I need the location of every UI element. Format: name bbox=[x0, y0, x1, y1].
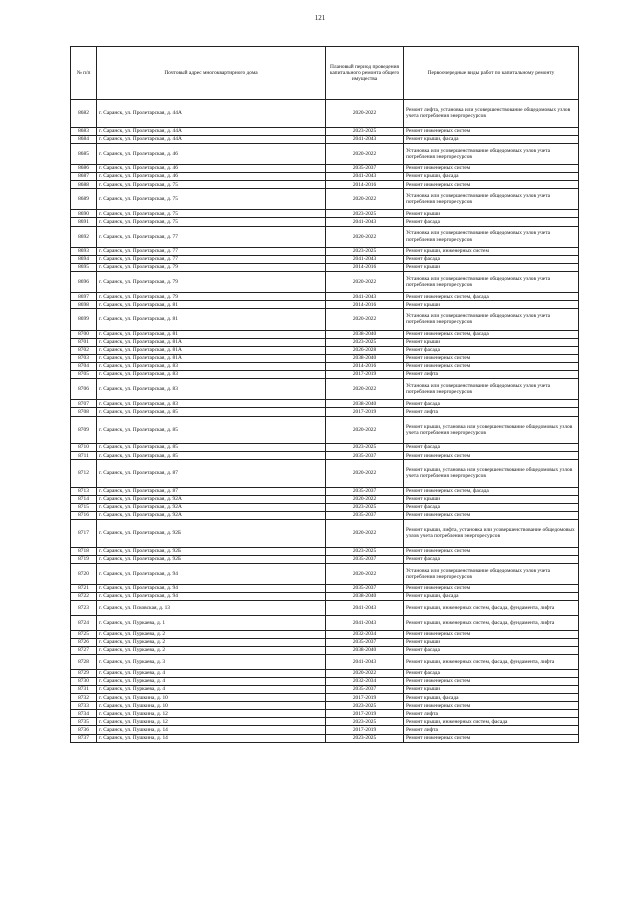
row-address: г. Саранск, ул. Пролетарская, д. 44А bbox=[97, 135, 326, 143]
row-address: г. Саранск, ул. Пролетарская, д. 83 bbox=[97, 362, 326, 370]
row-period: 2017-2019 bbox=[326, 694, 404, 702]
table-row bbox=[71, 100, 579, 128]
table-row bbox=[71, 218, 579, 226]
row-number: 8698 bbox=[71, 301, 97, 309]
row-address: г. Саранск, ул. Пушкина, д. 14 bbox=[97, 734, 326, 742]
row-works: Ремонт крыши, фасада bbox=[404, 694, 579, 702]
table-row bbox=[71, 444, 579, 452]
row-number: 8689 bbox=[71, 189, 97, 210]
row-number: 8699 bbox=[71, 309, 97, 330]
row-period: 2035-2037 bbox=[326, 584, 404, 592]
row-period: 2035-2037 bbox=[326, 555, 404, 563]
row-period: 2023-2025 bbox=[326, 127, 404, 135]
page-number: 121 bbox=[314, 14, 326, 22]
row-works: Ремонт крыши bbox=[404, 338, 579, 346]
table-row bbox=[71, 646, 579, 654]
row-works: Установка или усовершенствование общедомовых узлов учета потребления энергоресурсов bbox=[404, 143, 579, 164]
row-works: Ремонт инженерных систем bbox=[404, 181, 579, 189]
row-period: 2041-2043 bbox=[326, 172, 404, 180]
row-address: г. Саранск, ул. Пушкина, д. 10 bbox=[97, 694, 326, 702]
row-period: 2032-2034 bbox=[326, 630, 404, 638]
row-address: г. Саранск, ул. Пролетарская, д. 81А bbox=[97, 338, 326, 346]
table-row bbox=[71, 710, 579, 718]
table-row bbox=[71, 547, 579, 555]
row-works: Ремонт инженерных систем bbox=[404, 127, 579, 135]
row-number: 8714 bbox=[71, 495, 97, 503]
row-number: 8710 bbox=[71, 444, 97, 452]
row-number: 8703 bbox=[71, 354, 97, 362]
row-address: г. Саранск, ул. Пролетарская, д. 85 bbox=[97, 452, 326, 460]
table-row bbox=[71, 354, 579, 362]
row-address: г. Саранск, ул. Пролетарская, д. 77 bbox=[97, 226, 326, 247]
row-number: 8692 bbox=[71, 226, 97, 247]
row-period: 2020-2022 bbox=[326, 416, 404, 444]
row-address: г. Саранск, ул. Пролетарская, д. 94 bbox=[97, 563, 326, 584]
row-number: 8709 bbox=[71, 416, 97, 444]
row-period: 2035-2037 bbox=[326, 511, 404, 519]
table-row bbox=[71, 400, 579, 408]
row-period: 2038-2040 bbox=[326, 330, 404, 338]
row-works: Ремонт инженерных систем bbox=[404, 511, 579, 519]
row-works: Ремонт инженерных систем bbox=[404, 702, 579, 710]
row-period: 2041-2043 bbox=[326, 218, 404, 226]
row-period: 2041-2043 bbox=[326, 615, 404, 630]
row-address: г. Саранск, ул. Пролетарская, д. 77 bbox=[97, 247, 326, 255]
row-number: 8693 bbox=[71, 247, 97, 255]
row-period: 2020-2022 bbox=[326, 309, 404, 330]
row-address: г. Саранск, ул. Пролетарская, д. 81 bbox=[97, 301, 326, 309]
row-number: 8726 bbox=[71, 638, 97, 646]
row-works: Ремонт фасада bbox=[404, 255, 579, 263]
row-works: Ремонт крыши, установка или усовершенствование общедомовых узлов учета потребления энергоресурсов bbox=[404, 416, 579, 444]
table-row bbox=[71, 346, 579, 354]
row-works: Ремонт лифта bbox=[404, 408, 579, 416]
row-period: 2023-2025 bbox=[326, 247, 404, 255]
row-number: 8735 bbox=[71, 718, 97, 726]
row-number: 8730 bbox=[71, 677, 97, 685]
table-row bbox=[71, 487, 579, 495]
table-row bbox=[71, 718, 579, 726]
row-works: Ремонт крыши, инженерных систем, фасада, фундамента, лифта bbox=[404, 601, 579, 616]
table-row bbox=[71, 593, 579, 601]
row-works: Установка или усовершенствование общедомовых узлов учета потребления энергоресурсов bbox=[404, 563, 579, 584]
row-period: 2017-2019 bbox=[326, 408, 404, 416]
row-works: Установка или усовершенствование общедомовых узлов учета потребления энергоресурсов bbox=[404, 226, 579, 247]
row-works: Ремонт инженерных систем bbox=[404, 354, 579, 362]
row-period: 2023-2025 bbox=[326, 734, 404, 742]
row-address: г. Саранск, ул. Пуркаева, д. 3 bbox=[97, 655, 326, 670]
row-works: Ремонт инженерных систем bbox=[404, 452, 579, 460]
row-address: г. Саранск, ул. Пушкина, д. 12 bbox=[97, 710, 326, 718]
row-number: 8682 bbox=[71, 100, 97, 128]
row-works: Ремонт инженерных систем bbox=[404, 734, 579, 742]
table-row bbox=[71, 255, 579, 263]
row-address: г. Саранск, ул. Пролетарская, д. 92А bbox=[97, 511, 326, 519]
row-works: Ремонт крыши, фасада bbox=[404, 135, 579, 143]
row-period: 2014-2016 bbox=[326, 263, 404, 271]
row-address: г. Саранск, ул. Пуркаева, д. 2 bbox=[97, 646, 326, 654]
row-number: 8724 bbox=[71, 615, 97, 630]
row-address: г. Саранск, ул. Пролетарская, д. 87 bbox=[97, 487, 326, 495]
row-number: 8723 bbox=[71, 601, 97, 616]
row-works: Ремонт фасада bbox=[404, 503, 579, 511]
row-period: 2041-2043 bbox=[326, 655, 404, 670]
row-number: 8711 bbox=[71, 452, 97, 460]
row-period: 2014-2016 bbox=[326, 181, 404, 189]
row-number: 8719 bbox=[71, 555, 97, 563]
table-row bbox=[71, 511, 579, 519]
table-row bbox=[71, 379, 579, 400]
row-address: г. Саранск, ул. Пролетарская, д. 79 bbox=[97, 263, 326, 271]
table-row bbox=[71, 172, 579, 180]
row-period: 2035-2037 bbox=[326, 487, 404, 495]
row-number: 8728 bbox=[71, 655, 97, 670]
row-number: 8691 bbox=[71, 218, 97, 226]
row-period: 2014-2016 bbox=[326, 301, 404, 309]
header-address: Почтовый адрес многоквартирного дома bbox=[97, 47, 326, 100]
row-address: г. Саранск, ул. Пролетарская, д. 46 bbox=[97, 164, 326, 172]
row-number: 8686 bbox=[71, 164, 97, 172]
row-period: 2020-2022 bbox=[326, 460, 404, 488]
row-address: г. Саранск, ул. Пролетарская, д. 44А bbox=[97, 127, 326, 135]
row-address: г. Саранск, ул. Пролетарская, д. 85 bbox=[97, 444, 326, 452]
row-works: Ремонт крыши bbox=[404, 301, 579, 309]
table-row bbox=[71, 371, 579, 379]
row-address: г. Саранск, ул. Пролетарская, д. 81 bbox=[97, 309, 326, 330]
row-works: Ремонт фасада bbox=[404, 400, 579, 408]
row-period: 2020-2022 bbox=[326, 520, 404, 548]
row-period: 2023-2025 bbox=[326, 718, 404, 726]
row-works: Ремонт инженерных систем, фасада bbox=[404, 487, 579, 495]
row-works: Установка или усовершенствование общедомовых узлов учета потребления энергоресурсов bbox=[404, 309, 579, 330]
row-period: 2020-2022 bbox=[326, 563, 404, 584]
row-address: г. Саранск, ул. Псковская, д. 13 bbox=[97, 601, 326, 616]
table-row bbox=[71, 601, 579, 616]
row-address: г. Саранск, ул. Пролетарская, д. 83 bbox=[97, 379, 326, 400]
row-address: г. Саранск, ул. Пролетарская, д. 81А bbox=[97, 354, 326, 362]
row-period: 2014-2016 bbox=[326, 362, 404, 370]
row-period: 2026-2028 bbox=[326, 346, 404, 354]
row-period: 2023-2025 bbox=[326, 338, 404, 346]
row-number: 8731 bbox=[71, 685, 97, 693]
table-row bbox=[71, 669, 579, 677]
row-works: Ремонт инженерных систем, фасада bbox=[404, 293, 579, 301]
row-address: г. Саранск, ул. Пушкина, д. 12 bbox=[97, 718, 326, 726]
row-period: 2020-2022 bbox=[326, 379, 404, 400]
table-row bbox=[71, 293, 579, 301]
row-period: 2020-2022 bbox=[326, 669, 404, 677]
table-row bbox=[71, 309, 579, 330]
row-works: Ремонт фасада bbox=[404, 218, 579, 226]
row-works: Ремонт крыши, инженерных систем, фасада, фундамента, лифта bbox=[404, 615, 579, 630]
table-row bbox=[71, 726, 579, 734]
row-period: 2023-2025 bbox=[326, 547, 404, 555]
row-period: 2020-2022 bbox=[326, 100, 404, 128]
table-row bbox=[71, 685, 579, 693]
row-address: г. Саранск, ул. Пуркаева, д. 2 bbox=[97, 638, 326, 646]
row-period: 2035-2037 bbox=[326, 164, 404, 172]
row-number: 8707 bbox=[71, 400, 97, 408]
table-row bbox=[71, 226, 579, 247]
row-works: Ремонт фасада bbox=[404, 669, 579, 677]
row-period: 2020-2022 bbox=[326, 189, 404, 210]
row-works: Ремонт крыши, инженерных систем bbox=[404, 247, 579, 255]
row-address: г. Саранск, ул. Пролетарская, д. 75 bbox=[97, 181, 326, 189]
row-number: 8694 bbox=[71, 255, 97, 263]
table-row bbox=[71, 503, 579, 511]
row-address: г. Саранск, ул. Пуркаева, д. 1 bbox=[97, 615, 326, 630]
row-period: 2041-2043 bbox=[326, 135, 404, 143]
header-num: № п/п bbox=[71, 47, 97, 100]
row-period: 2020-2022 bbox=[326, 272, 404, 293]
row-period: 2017-2019 bbox=[326, 371, 404, 379]
table-body bbox=[71, 100, 579, 743]
table-row bbox=[71, 189, 579, 210]
row-address: г. Саранск, ул. Пуркаева, д. 4 bbox=[97, 677, 326, 685]
row-period: 2035-2037 bbox=[326, 452, 404, 460]
row-works: Ремонт инженерных систем bbox=[404, 547, 579, 555]
row-works: Ремонт крыши bbox=[404, 685, 579, 693]
row-period: 2035-2037 bbox=[326, 685, 404, 693]
row-period: 2023-2025 bbox=[326, 210, 404, 218]
row-number: 8684 bbox=[71, 135, 97, 143]
table-row bbox=[71, 164, 579, 172]
table-row bbox=[71, 272, 579, 293]
row-period: 2020-2022 bbox=[326, 226, 404, 247]
row-works: Ремонт лифта, установка или усовершенствование общедомовых узлов учета потребления энергоресурсов bbox=[404, 100, 579, 128]
row-address: г. Саранск, ул. Пролетарская, д. 75 bbox=[97, 189, 326, 210]
row-number: 8716 bbox=[71, 511, 97, 519]
table-row bbox=[71, 655, 579, 670]
row-number: 8737 bbox=[71, 734, 97, 742]
row-address: г. Саранск, ул. Пушкина, д. 10 bbox=[97, 702, 326, 710]
row-number: 8687 bbox=[71, 172, 97, 180]
row-works: Ремонт фасада bbox=[404, 555, 579, 563]
row-period: 2038-2040 bbox=[326, 400, 404, 408]
row-address: г. Саранск, ул. Пролетарская, д. 94 bbox=[97, 593, 326, 601]
row-period: 2038-2040 bbox=[326, 354, 404, 362]
row-address: г. Саранск, ул. Пуркаева, д. 4 bbox=[97, 669, 326, 677]
row-address: г. Саранск, ул. Пролетарская, д. 92А bbox=[97, 495, 326, 503]
table-row bbox=[71, 330, 579, 338]
row-address: г. Саранск, ул. Пролетарская, д. 83 bbox=[97, 400, 326, 408]
row-number: 8732 bbox=[71, 694, 97, 702]
row-address: г. Саранск, ул. Пролетарская, д. 75 bbox=[97, 218, 326, 226]
row-period: 2032-2034 bbox=[326, 677, 404, 685]
table-row bbox=[71, 416, 579, 444]
row-number: 8683 bbox=[71, 127, 97, 135]
row-number: 8695 bbox=[71, 263, 97, 271]
table-row bbox=[71, 210, 579, 218]
row-works: Ремонт крыши, фасада bbox=[404, 172, 579, 180]
table-row bbox=[71, 615, 579, 630]
table-row bbox=[71, 734, 579, 742]
row-number: 8690 bbox=[71, 210, 97, 218]
row-period: 2020-2022 bbox=[326, 143, 404, 164]
row-number: 8718 bbox=[71, 547, 97, 555]
table-row bbox=[71, 181, 579, 189]
row-number: 8717 bbox=[71, 520, 97, 548]
row-works: Ремонт инженерных систем bbox=[404, 362, 579, 370]
row-address: г. Саранск, ул. Пролетарская, д. 46 bbox=[97, 172, 326, 180]
row-period: 2041-2043 bbox=[326, 255, 404, 263]
row-period: 2023-2025 bbox=[326, 702, 404, 710]
row-period: 2035-2037 bbox=[326, 638, 404, 646]
table-row bbox=[71, 638, 579, 646]
repair-schedule-table bbox=[70, 46, 579, 743]
row-number: 8722 bbox=[71, 593, 97, 601]
row-works: Ремонт лифта bbox=[404, 710, 579, 718]
table-row bbox=[71, 143, 579, 164]
row-address: г. Саранск, ул. Пролетарская, д. 46 bbox=[97, 143, 326, 164]
row-address: г. Саранск, ул. Пролетарская, д. 83 bbox=[97, 371, 326, 379]
row-number: 8705 bbox=[71, 371, 97, 379]
table-row bbox=[71, 247, 579, 255]
row-address: г. Саранск, ул. Пролетарская, д. 92А bbox=[97, 503, 326, 511]
row-works: Ремонт лифта bbox=[404, 371, 579, 379]
row-address: г. Саранск, ул. Пролетарская, д. 75 bbox=[97, 210, 326, 218]
table-row bbox=[71, 702, 579, 710]
row-address: г. Саранск, ул. Пролетарская, д. 44А bbox=[97, 100, 326, 128]
row-number: 8712 bbox=[71, 460, 97, 488]
table-header-row bbox=[71, 47, 579, 100]
row-works: Ремонт фасада bbox=[404, 646, 579, 654]
row-works: Ремонт лифта bbox=[404, 726, 579, 734]
row-address: г. Саранск, ул. Пуркаева, д. 4 bbox=[97, 685, 326, 693]
row-address: г. Саранск, ул. Пролетарская, д. 79 bbox=[97, 272, 326, 293]
row-works: Ремонт крыши, лифта, установка или усовершенствование общедомовых узлов учета потребления энергоресурсов bbox=[404, 520, 579, 548]
row-works: Ремонт крыши bbox=[404, 263, 579, 271]
row-works: Ремонт крыши bbox=[404, 495, 579, 503]
table-row bbox=[71, 362, 579, 370]
row-address: г. Саранск, ул. Пролетарская, д. 92Б bbox=[97, 520, 326, 548]
row-period: 2038-2040 bbox=[326, 646, 404, 654]
row-works: Ремонт крыши, инженерных систем, фасада, фундамента, лифта bbox=[404, 655, 579, 670]
row-number: 8688 bbox=[71, 181, 97, 189]
table-row bbox=[71, 520, 579, 548]
row-works: Ремонт крыши, фасада bbox=[404, 593, 579, 601]
row-works: Ремонт инженерных систем bbox=[404, 584, 579, 592]
row-works: Ремонт крыши bbox=[404, 210, 579, 218]
table-row bbox=[71, 263, 579, 271]
table-row bbox=[71, 694, 579, 702]
table-row bbox=[71, 563, 579, 584]
row-period: 2041-2043 bbox=[326, 293, 404, 301]
table-row bbox=[71, 127, 579, 135]
row-number: 8702 bbox=[71, 346, 97, 354]
row-address: г. Саранск, ул. Пролетарская, д. 81А bbox=[97, 346, 326, 354]
header-works: Первоочередные виды работ по капитальному ремонту bbox=[404, 47, 579, 100]
row-address: г. Саранск, ул. Пролетарская, д. 79 bbox=[97, 293, 326, 301]
table-row bbox=[71, 677, 579, 685]
table-row bbox=[71, 555, 579, 563]
row-number: 8685 bbox=[71, 143, 97, 164]
row-number: 8704 bbox=[71, 362, 97, 370]
row-number: 8736 bbox=[71, 726, 97, 734]
row-number: 8727 bbox=[71, 646, 97, 654]
table-row bbox=[71, 301, 579, 309]
row-address: г. Саранск, ул. Пролетарская, д. 77 bbox=[97, 255, 326, 263]
table-row bbox=[71, 452, 579, 460]
row-number: 8700 bbox=[71, 330, 97, 338]
row-number: 8734 bbox=[71, 710, 97, 718]
row-address: г. Саранск, ул. Пушкина, д. 14 bbox=[97, 726, 326, 734]
row-number: 8706 bbox=[71, 379, 97, 400]
row-period: 2041-2043 bbox=[326, 601, 404, 616]
row-number: 8697 bbox=[71, 293, 97, 301]
row-works: Установка или усовершенствование общедомовых узлов учета потребления энергоресурсов bbox=[404, 189, 579, 210]
row-number: 8708 bbox=[71, 408, 97, 416]
row-works: Ремонт крыши bbox=[404, 638, 579, 646]
row-works: Ремонт инженерных систем bbox=[404, 164, 579, 172]
row-period: 2017-2019 bbox=[326, 710, 404, 718]
table-row bbox=[71, 338, 579, 346]
row-works: Установка или усовершенствование общедомовых узлов учета потребления энергоресурсов bbox=[404, 272, 579, 293]
row-number: 8713 bbox=[71, 487, 97, 495]
row-number: 8729 bbox=[71, 669, 97, 677]
table-row bbox=[71, 584, 579, 592]
row-address: г. Саранск, ул. Пролетарская, д. 92Б bbox=[97, 555, 326, 563]
table-row bbox=[71, 408, 579, 416]
row-number: 8715 bbox=[71, 503, 97, 511]
row-number: 8720 bbox=[71, 563, 97, 584]
table-row bbox=[71, 460, 579, 488]
row-number: 8696 bbox=[71, 272, 97, 293]
row-period: 2020-2022 bbox=[326, 495, 404, 503]
row-address: г. Саранск, ул. Пролетарская, д. 87 bbox=[97, 460, 326, 488]
row-works: Ремонт крыши, инженерных систем, фасада bbox=[404, 718, 579, 726]
row-number: 8701 bbox=[71, 338, 97, 346]
row-number: 8725 bbox=[71, 630, 97, 638]
row-address: г. Саранск, ул. Пролетарская, д. 92Б bbox=[97, 547, 326, 555]
row-works: Ремонт крыши, установка или усовершенствование общедомовых узлов учета потребления энергоресурсов bbox=[404, 460, 579, 488]
row-address: г. Саранск, ул. Пролетарская, д. 94 bbox=[97, 584, 326, 592]
row-address: г. Саранск, ул. Пролетарская, д. 85 bbox=[97, 416, 326, 444]
row-number: 8721 bbox=[71, 584, 97, 592]
row-works: Ремонт фасада bbox=[404, 444, 579, 452]
row-works: Ремонт инженерных систем bbox=[404, 677, 579, 685]
row-period: 2023-2025 bbox=[326, 503, 404, 511]
row-works: Ремонт инженерных систем bbox=[404, 630, 579, 638]
table-row bbox=[71, 135, 579, 143]
row-period: 2038-2040 bbox=[326, 593, 404, 601]
table-row bbox=[71, 495, 579, 503]
row-number: 8733 bbox=[71, 702, 97, 710]
row-period: 2023-2025 bbox=[326, 444, 404, 452]
row-period: 2017-2019 bbox=[326, 726, 404, 734]
row-works: Ремонт инженерных систем, фасада bbox=[404, 330, 579, 338]
row-address: г. Саранск, ул. Пролетарская, д. 85 bbox=[97, 408, 326, 416]
row-works: Установка или усовершенствование общедомовых узлов учета потребления энергоресурсов bbox=[404, 379, 579, 400]
row-address: г. Саранск, ул. Пуркаева, д. 2 bbox=[97, 630, 326, 638]
header-period: Плановый период проведения капитального ремонта общего имущества bbox=[326, 47, 404, 100]
table-row bbox=[71, 630, 579, 638]
row-works: Ремонт фасада bbox=[404, 346, 579, 354]
row-address: г. Саранск, ул. Пролетарская, д. 81 bbox=[97, 330, 326, 338]
